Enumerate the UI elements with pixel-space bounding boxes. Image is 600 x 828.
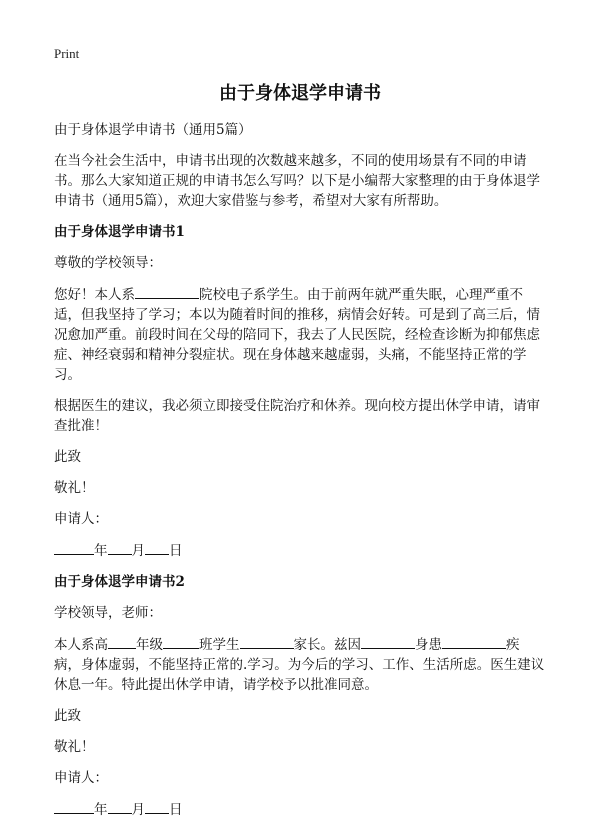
blank-line <box>108 799 132 814</box>
letter2-closing-2: 敬礼！ <box>54 739 95 755</box>
print-label: Print <box>54 46 80 61</box>
letter2-applicant: 申请人： <box>54 770 108 786</box>
document-title: 由于身体退学申请书 <box>219 83 381 104</box>
date-year-label: 年 <box>94 802 108 818</box>
letter1-body-prefix: 您好！本人系 <box>54 287 135 303</box>
intro-paragraph: 在当今社会生活中，申请书出现的次数越来越多，不同的使用场景有不同的申请书。那么大家知道正规的申请书怎么写吗？以下是小编帮大家整理的由于身体退学申请书（通用5篇），欢迎大家借鉴与参考，希望对大家有所帮助。 <box>54 153 540 209</box>
letter2-body-part-5: 身患 <box>415 637 442 653</box>
date-day-label: 日 <box>169 802 183 818</box>
letter2-date-line <box>54 799 546 820</box>
blank-line <box>54 540 94 555</box>
document-subtitle: 由于身体退学申请书（通用5篇） <box>54 122 252 138</box>
letter1-closing-1: 此致 <box>54 449 81 465</box>
blank-line <box>361 634 415 649</box>
letter1-date-line <box>54 540 546 561</box>
letter2-body-part-1: 本人系高 <box>54 637 108 653</box>
blank-line <box>108 540 132 555</box>
letter1-body-suffix: 院校电子系学生。由于前两年就严重失眠，心理严重不适，但我坚持了学习；本以为随着时间的推移，病情会好转。可是到了高三后，情况愈加严重。前段时间在父母的陪同下，我去了人民医院，经检查诊断为抑郁焦虑症、神经衰弱和精神分裂症状。现在身体越来越虚弱，头痛，不能坚持正常的学习。 <box>54 287 540 383</box>
blank-line <box>145 540 169 555</box>
letter1-body-paragraph-1 <box>54 284 546 385</box>
letter2-salutation: 学校领导，老师： <box>54 605 162 621</box>
blank-line <box>108 634 136 649</box>
blank-line <box>135 284 199 299</box>
letter2-body-part-3: 班学生 <box>199 637 240 653</box>
blank-line <box>240 634 294 649</box>
letter2-body-paragraph <box>54 634 546 695</box>
letter1-applicant: 申请人： <box>54 511 108 527</box>
blank-line <box>442 634 506 649</box>
date-day-label: 日 <box>169 543 183 559</box>
letter1-heading: 由于身体退学申请书1 <box>54 224 185 240</box>
letter2-closing-1: 此致 <box>54 708 81 724</box>
blank-line <box>145 799 169 814</box>
date-month-label: 月 <box>131 802 145 818</box>
letter2-body-part-6: 疾病，身体虚弱，不能坚持正常的.学习。为今后的学习、工作、生活所虑。医生建议休息一年。特此提出休学申请，请学校予以批准同意。 <box>54 637 545 693</box>
letter1-body-paragraph-2: 根据医生的建议，我必须立即接受住院治疗和休养。现向校方提出休学申请，请审查批准！ <box>54 398 540 434</box>
date-year-label: 年 <box>94 543 108 559</box>
letter2-body-part-4: 家长。兹因 <box>293 637 361 653</box>
letter1-closing-2: 敬礼！ <box>54 480 95 496</box>
letter2-body-part-2: 年级 <box>136 637 163 653</box>
letter1-salutation: 尊敬的学校领导： <box>54 255 162 271</box>
date-month-label: 月 <box>131 543 145 559</box>
letter2-heading: 由于身体退学申请书2 <box>54 574 185 590</box>
blank-line <box>54 799 94 814</box>
blank-line <box>163 634 199 649</box>
